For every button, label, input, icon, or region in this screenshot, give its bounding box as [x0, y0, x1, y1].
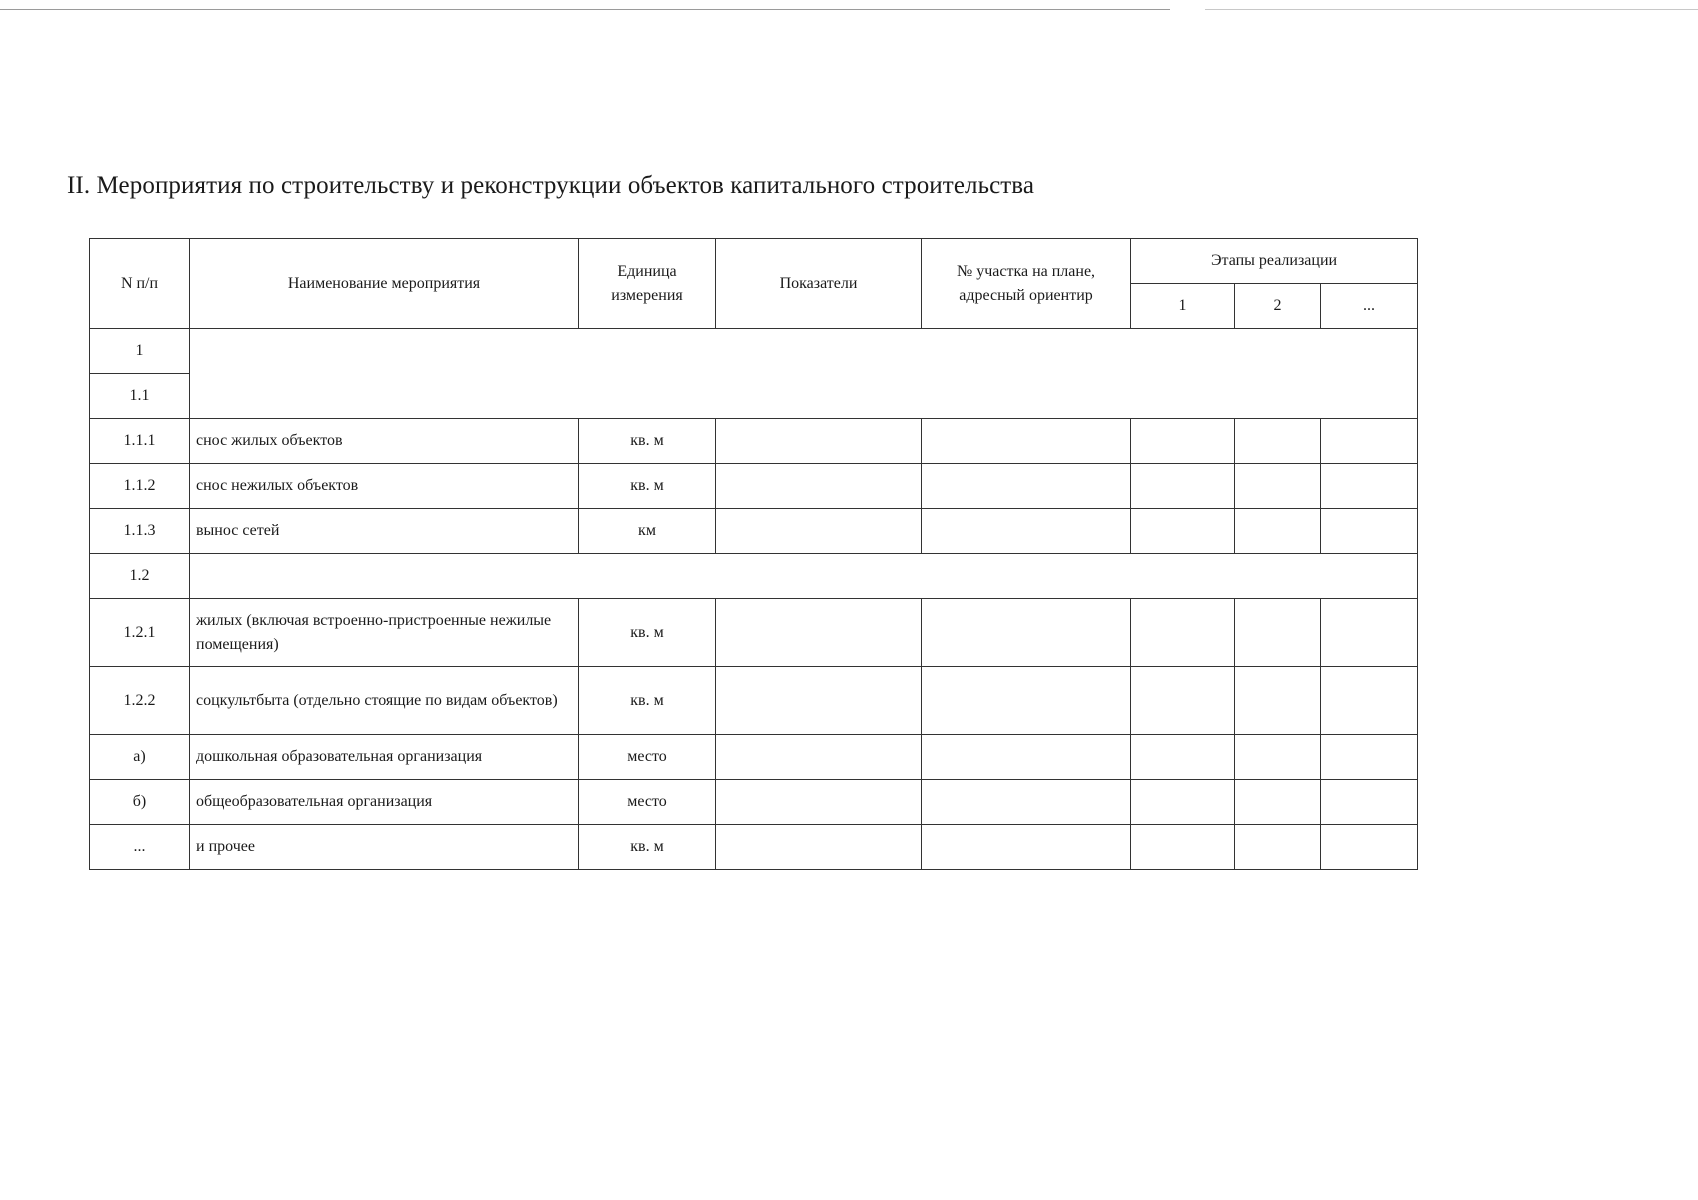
row-cell	[1321, 667, 1418, 735]
row-cell	[1235, 464, 1321, 509]
row-num: 1.1.3	[90, 509, 190, 554]
table-row	[90, 735, 1418, 780]
row-cell	[1235, 780, 1321, 825]
row-cell	[922, 735, 1131, 780]
row-cell	[1131, 667, 1235, 735]
row-cell	[1131, 825, 1235, 870]
row-cell	[1321, 464, 1418, 509]
row-cell	[922, 825, 1131, 870]
row-name: снос нежилых объектов	[190, 464, 579, 509]
row-unit: кв. м	[579, 667, 716, 735]
row-cell	[922, 780, 1131, 825]
header-plot: № участка на плане, адресный ориентир	[922, 239, 1131, 329]
row-num: 1.2.1	[90, 599, 190, 667]
row-name: вынос сетей	[190, 509, 579, 554]
row-cell	[1321, 735, 1418, 780]
row-cell	[1131, 419, 1235, 464]
header-unit: Единица измерения	[579, 239, 716, 329]
row-cell	[1321, 509, 1418, 554]
header-stages: Этапы реализации	[1131, 239, 1418, 284]
row-cell	[1235, 825, 1321, 870]
row-cell	[1235, 735, 1321, 780]
row-cell	[1235, 419, 1321, 464]
section-title: II. Мероприятия по строительству и реконструкции объектов капитального строительства	[67, 172, 1035, 199]
row-cell	[716, 599, 922, 667]
row-cell	[716, 825, 922, 870]
table-row	[90, 419, 1418, 464]
row-cell	[716, 667, 922, 735]
table-row	[90, 464, 1418, 509]
table-row	[90, 667, 1418, 735]
row-unit: место	[579, 735, 716, 780]
row-num: б)	[90, 780, 190, 825]
row-name: и прочее	[190, 825, 579, 870]
row-cell	[1235, 667, 1321, 735]
header-name: Наименование мероприятия	[190, 239, 579, 329]
row-cell	[716, 509, 922, 554]
row-num: ...	[90, 825, 190, 870]
row-cell	[1321, 780, 1418, 825]
header-num: N п/п	[90, 239, 190, 329]
scan-edge-line	[0, 9, 1170, 10]
table-row	[90, 599, 1418, 667]
row-num: 1.2.2	[90, 667, 190, 735]
row-unit: кв. м	[579, 599, 716, 667]
row-unit: кв. м	[579, 464, 716, 509]
row-cell	[1131, 735, 1235, 780]
row-cell	[922, 599, 1131, 667]
row-cell	[1235, 509, 1321, 554]
header-stage-more: ...	[1321, 284, 1418, 329]
row-cell	[1321, 599, 1418, 667]
header-stage-1: 1	[1131, 284, 1235, 329]
row-cell	[1131, 599, 1235, 667]
row-name: дошкольная образовательная организация	[190, 735, 579, 780]
row-cell	[1131, 464, 1235, 509]
row-name: общеобразовательная организация	[190, 780, 579, 825]
row-num: а)	[90, 735, 190, 780]
table-row	[90, 329, 1418, 374]
merged-blank-cell	[190, 329, 1418, 419]
header-stage-2: 2	[1235, 284, 1321, 329]
row-cell	[922, 464, 1131, 509]
row-unit: место	[579, 780, 716, 825]
row-cell	[1131, 509, 1235, 554]
row-cell	[1321, 419, 1418, 464]
table-row	[90, 509, 1418, 554]
scan-edge-line	[1205, 9, 1698, 10]
row-num: 1.2	[90, 554, 190, 599]
row-cell	[716, 735, 922, 780]
table-row	[90, 780, 1418, 825]
row-cell	[716, 780, 922, 825]
row-cell	[716, 464, 922, 509]
row-cell	[716, 419, 922, 464]
row-unit: кв. м	[579, 825, 716, 870]
construction-measures-table	[89, 238, 1418, 870]
row-num: 1.1	[90, 374, 190, 419]
table-row	[90, 825, 1418, 870]
row-unit: кв. м	[579, 419, 716, 464]
row-cell	[922, 667, 1131, 735]
row-name: жилых (включая встроенно-пристроенные нежилые помещения)	[190, 599, 579, 667]
header-row	[90, 239, 1418, 284]
row-num: 1.1.2	[90, 464, 190, 509]
table-row	[90, 554, 1418, 599]
row-num: 1	[90, 329, 190, 374]
merged-blank-cell	[190, 554, 1418, 599]
row-name: снос жилых объектов	[190, 419, 579, 464]
row-unit: км	[579, 509, 716, 554]
row-cell	[1321, 825, 1418, 870]
row-num: 1.1.1	[90, 419, 190, 464]
row-name: соцкультбыта (отдельно стоящие по видам объектов)	[190, 667, 579, 735]
row-cell	[922, 419, 1131, 464]
row-cell	[1131, 780, 1235, 825]
row-cell	[922, 509, 1131, 554]
header-indicators: Показатели	[716, 239, 922, 329]
row-cell	[1235, 599, 1321, 667]
